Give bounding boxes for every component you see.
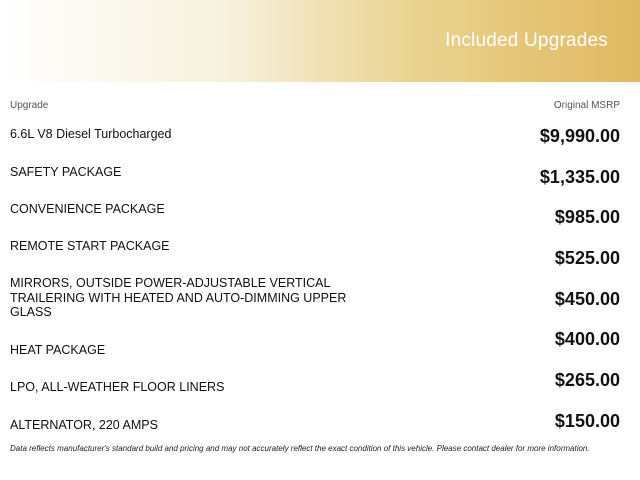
upgrade-price: $265.00 xyxy=(554,370,620,390)
upgrade-price: $450.00 xyxy=(554,289,620,309)
upgrade-price: $400.00 xyxy=(554,329,620,349)
header-banner xyxy=(0,0,640,82)
upgrade-price: $1,335.00 xyxy=(539,167,620,187)
upgrade-name: 6.6L V8 Diesel Turbocharged xyxy=(10,127,172,141)
page-title: Included Upgrades xyxy=(445,30,608,51)
upgrade-name: MIRRORS, OUTSIDE POWER-ADJUSTABLE VERTICAL TRAILERING WITH HEATED AND AUTO-DIMMING UPPER GLASS xyxy=(10,276,347,319)
column-header-upgrade: Upgrade xyxy=(10,100,49,111)
upgrade-name: LPO, ALL-WEATHER FLOOR LINERS xyxy=(10,380,225,394)
upgrade-price: $985.00 xyxy=(554,207,620,227)
upgrade-name: CONVENIENCE PACKAGE xyxy=(10,202,165,216)
disclaimer-text: Data reflects manufacturer's standard build and pricing and may not accurately reflect the exact condition of this vehicle. Please contact dealer for more information. xyxy=(10,444,590,453)
column-header-msrp: Original MSRP xyxy=(553,100,620,111)
upgrade-price: $150.00 xyxy=(554,411,620,431)
upgrade-name: SAFETY PACKAGE xyxy=(10,165,122,179)
upgrade-price: $525.00 xyxy=(554,248,620,268)
upgrade-name: HEAT PACKAGE xyxy=(10,343,106,357)
upgrade-price: $9,990.00 xyxy=(539,126,620,146)
upgrade-name: REMOTE START PACKAGE xyxy=(10,239,170,253)
upgrade-name: ALTERNATOR, 220 AMPS xyxy=(10,418,158,432)
